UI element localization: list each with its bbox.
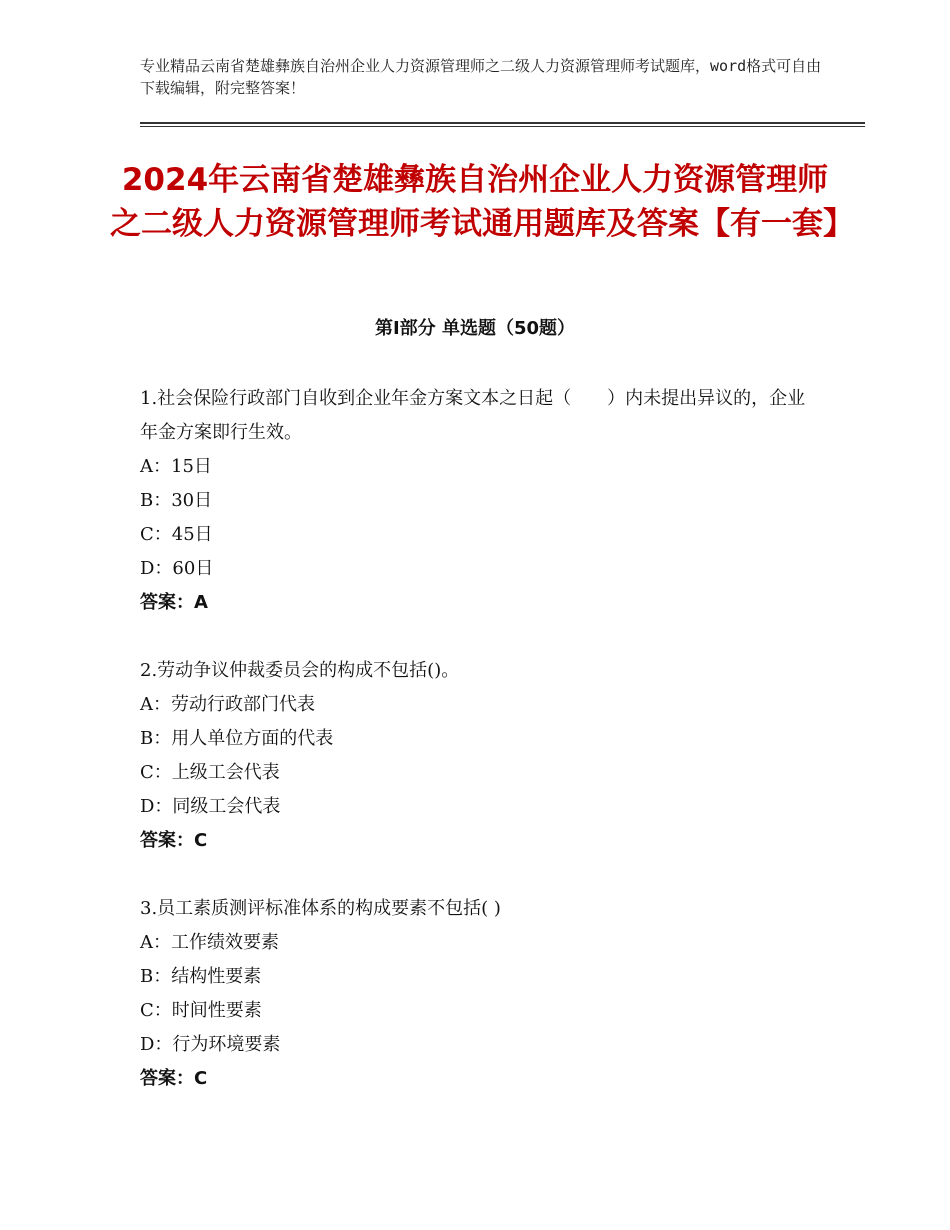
question-stem: 2.劳动争议仲裁委员会的构成不包括()。 [140, 660, 460, 681]
option-d: D：同级工会代表 [140, 796, 281, 817]
header-rule-thick [140, 122, 865, 124]
question-2 [140, 654, 810, 858]
header-rule-thin [140, 126, 865, 127]
option-c: C：时间性要素 [140, 1000, 262, 1021]
answer: 答案：A [140, 592, 208, 613]
option-c: C：上级工会代表 [140, 762, 280, 783]
question-1 [140, 382, 810, 620]
question-stem: 3.员工素质测评标准体系的构成要素不包括( ) [140, 898, 501, 919]
option-b: B：用人单位方面的代表 [140, 728, 334, 749]
document-title: 2024年云南省楚雄彝族自治州企业人力资源管理师之二级人力资源管理师考试通用题库及答案【有一套】 [110, 162, 854, 242]
option-b: B：结构性要素 [140, 966, 262, 987]
option-a: A：工作绩效要素 [140, 932, 279, 953]
option-d: D：60日 [140, 558, 214, 579]
question-list [140, 382, 810, 1130]
section-heading: 第Ⅰ部分 单选题（50题） [374, 318, 575, 339]
question-stem: 1.社会保险行政部门自收到企业年金方案文本之日起（ ）内未提出异议的，企业年金方案即行生效。 [140, 388, 806, 443]
option-a: A：劳动行政部门代表 [140, 694, 315, 715]
header-note: 专业精品云南省楚雄彝族自治州企业人力资源管理师之二级人力资源管理师考试题库，word格式可自由下载编辑，附完整答案！ [140, 57, 822, 97]
option-d: D：行为环境要素 [140, 1034, 281, 1055]
question-3 [140, 892, 810, 1096]
answer: 答案：C [140, 830, 208, 851]
answer: 答案：C [140, 1068, 208, 1089]
option-a: A：15日 [140, 456, 212, 477]
option-c: C：45日 [140, 524, 213, 545]
option-b: B：30日 [140, 490, 213, 511]
